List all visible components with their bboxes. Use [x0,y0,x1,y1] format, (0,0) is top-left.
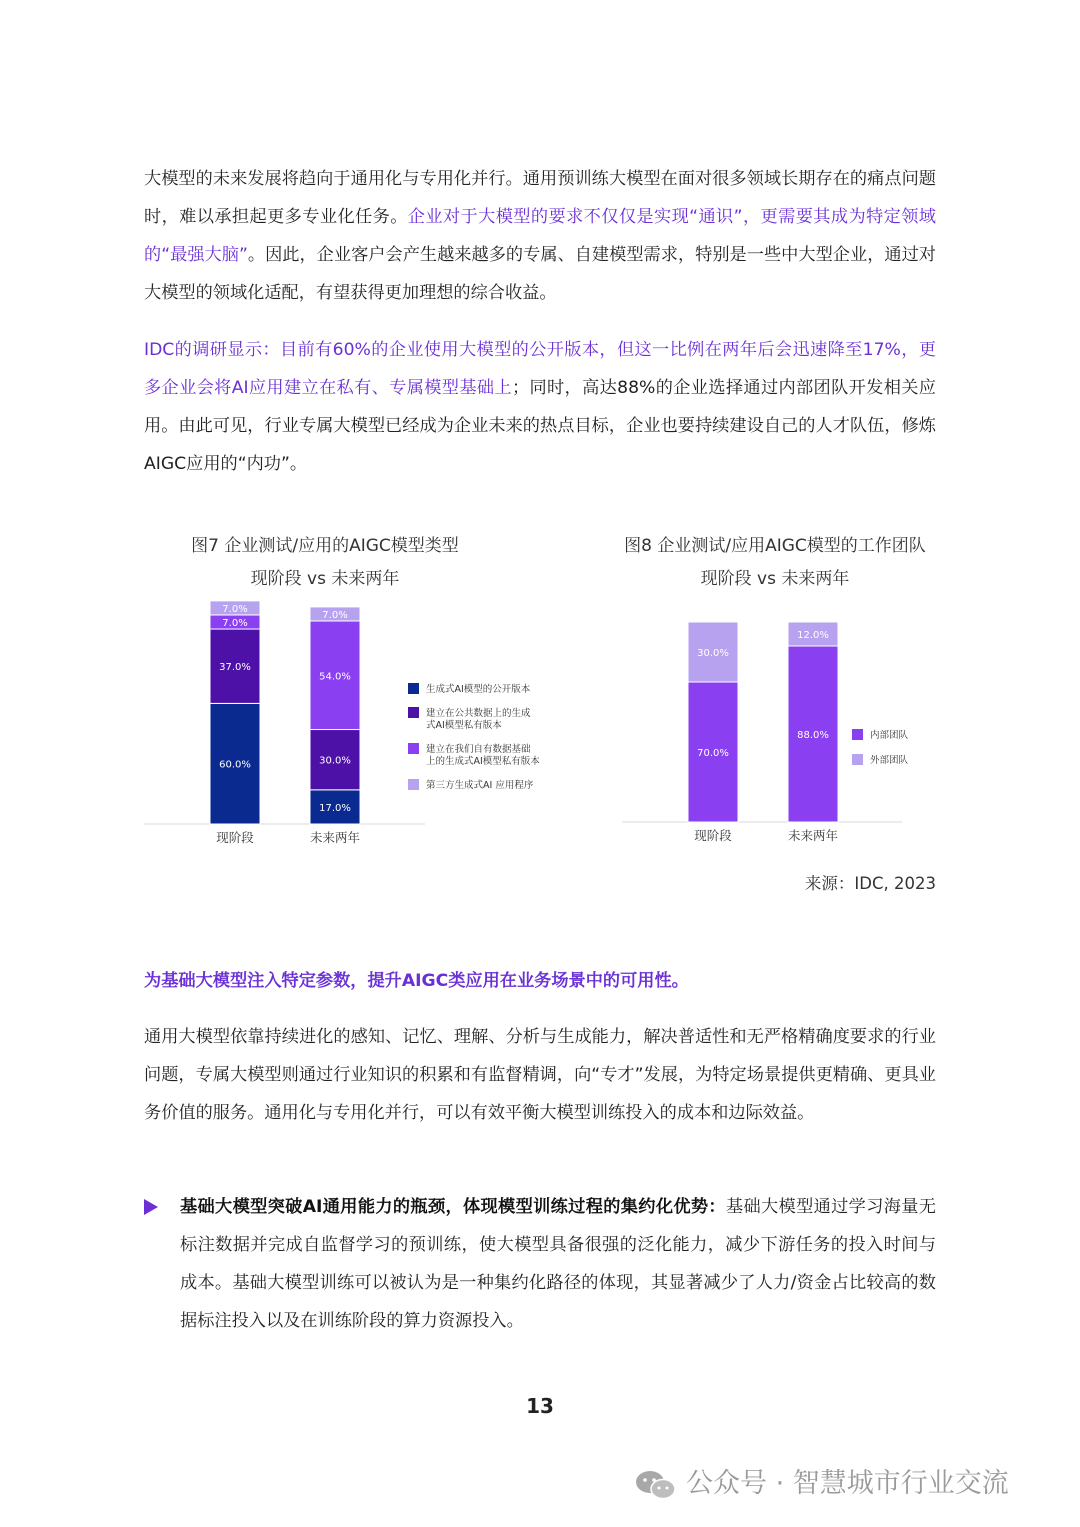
bar-value-label: 7.0% [322,609,348,621]
paragraph-1-highlight: 企业对于大模型的要求不仅仅是实现“通识”，更需要其成为特定领域的“最强大脑” [144,207,936,265]
bar-value-label: 12.0% [797,630,829,641]
figure-8-subtitle: 现阶段 vs 未来两年 [700,569,850,589]
x-tick-label: 未来两年 [787,828,839,843]
bar-value-label: 60.0% [219,759,251,771]
watermark-text: 公众号 · 智慧城市行业交流 [686,1468,1009,1499]
section-heading: 为基础大模型注入特定参数，提升AIGC类应用在业务场景中的可用性。 [144,971,689,991]
legend-label: 生成式AI模型的公开版本 [426,684,531,695]
legend-swatch [852,729,863,740]
paragraph-1 [144,160,936,312]
legend-swatch [408,683,419,694]
legend-label: 第三方生成式AI 应用程序 [426,780,534,791]
figure-8-chart [600,600,1000,860]
bar-value-label: 54.0% [319,671,351,683]
paragraph-2-text: ；同时，高达88%的企业选择通过内部团队开发相关应用。由此可见，行业专属大模型已经成为企业未来的热点目标，企业也要持续建设自己的人才队伍，修炼AIGC应用的“内功”。 [144,378,936,474]
bar-value-label: 30.0% [697,648,729,659]
legend-swatch [408,707,419,718]
legend-swatch [408,779,419,790]
legend-label: 外部团队 [870,755,909,766]
paragraph-1-text-2: 。因此，企业客户会产生越来越多的专属、自建模型需求，特别是一些中大型企业，通过对大模型的领域化适配，有望获得更加理想的综合收益。 [144,245,936,303]
x-tick-label: 现阶段 [216,830,254,845]
paragraph-2 [144,331,936,483]
figure-8-title: 图8 企业测试/应用AIGC模型的工作团队 [624,536,926,556]
legend-label: 建立在我们自有数据基础 [426,744,531,755]
legend-label: 式AI模型私有版本 [426,720,502,731]
bullet-item [180,1188,936,1340]
bar-value-label: 7.0% [222,617,248,629]
bullet-bold-lead: 基础大模型突破AI通用能力的瓶颈，体现模型训练过程的集约化优势： [180,1197,726,1217]
paragraph-3: 通用大模型依靠持续进化的感知、记忆、理解、分析与生成能力，解决普适性和无严格精确度要求的行业问题，专属大模型则通过行业知识的积累和有监督精调，向“专才”发展，为特定场景提供更精确、更具业务价值的服务。通用化与专用化并行，可以有效平衡大模型训练投入的成本和边际效益。 [144,1027,936,1123]
x-tick-label: 现阶段 [694,828,732,843]
legend-label: 建立在公共数据上的生成 [426,708,531,719]
bar-value-label: 37.0% [219,662,251,674]
figure-7-subtitle: 现阶段 vs 未来两年 [250,569,400,589]
page-number: 13 [526,1394,554,1418]
bar-value-label: 17.0% [319,802,351,814]
figure-7-title: 图7 企业测试/应用的AIGC模型类型 [191,536,459,556]
figure-7-chart [0,600,600,860]
legend-swatch [408,743,419,754]
legend-label: 上的生成式AI模型私有版本 [426,756,540,767]
watermark [634,1462,1054,1506]
bar-value-label: 7.0% [222,603,248,615]
bar-value-label: 30.0% [319,755,351,767]
paragraph-2-highlight: IDC的调研显示：目前有60%的企业使用大模型的公开版本，但这一比例在两年后会迅速降至17%，更多企业会将AI应用建立在私有、专属模型基础上 [144,340,936,398]
wechat-icon [634,1468,678,1502]
source-note: 来源：IDC, 2023 [804,874,936,893]
bullet-arrow-icon [144,1199,158,1215]
bar-value-label: 70.0% [697,748,729,759]
x-tick-label: 未来两年 [309,830,361,845]
bar-value-label: 88.0% [797,730,829,741]
legend-label: 内部团队 [870,730,909,741]
legend-swatch [852,754,863,765]
bullet-body: 基础大模型通过学习海量无标注数据并完成自监督学习的预训练，使大模型具备很强的泛化能力，减少下游任务的投入时间与成本。基础大模型训练可以被认为是一种集约化路径的体现，其显著减少了人力/资金占比较高的数据标注投入以及在训练阶段的算力资源投入。 [180,1197,936,1331]
paragraph-1-text: 大模型的未来发展将趋向于通用化与专用化并行。通用预训练大模型在面对很多领域长期存在的痛点问题时，难以承担起更多专业化任务。 [144,169,936,227]
